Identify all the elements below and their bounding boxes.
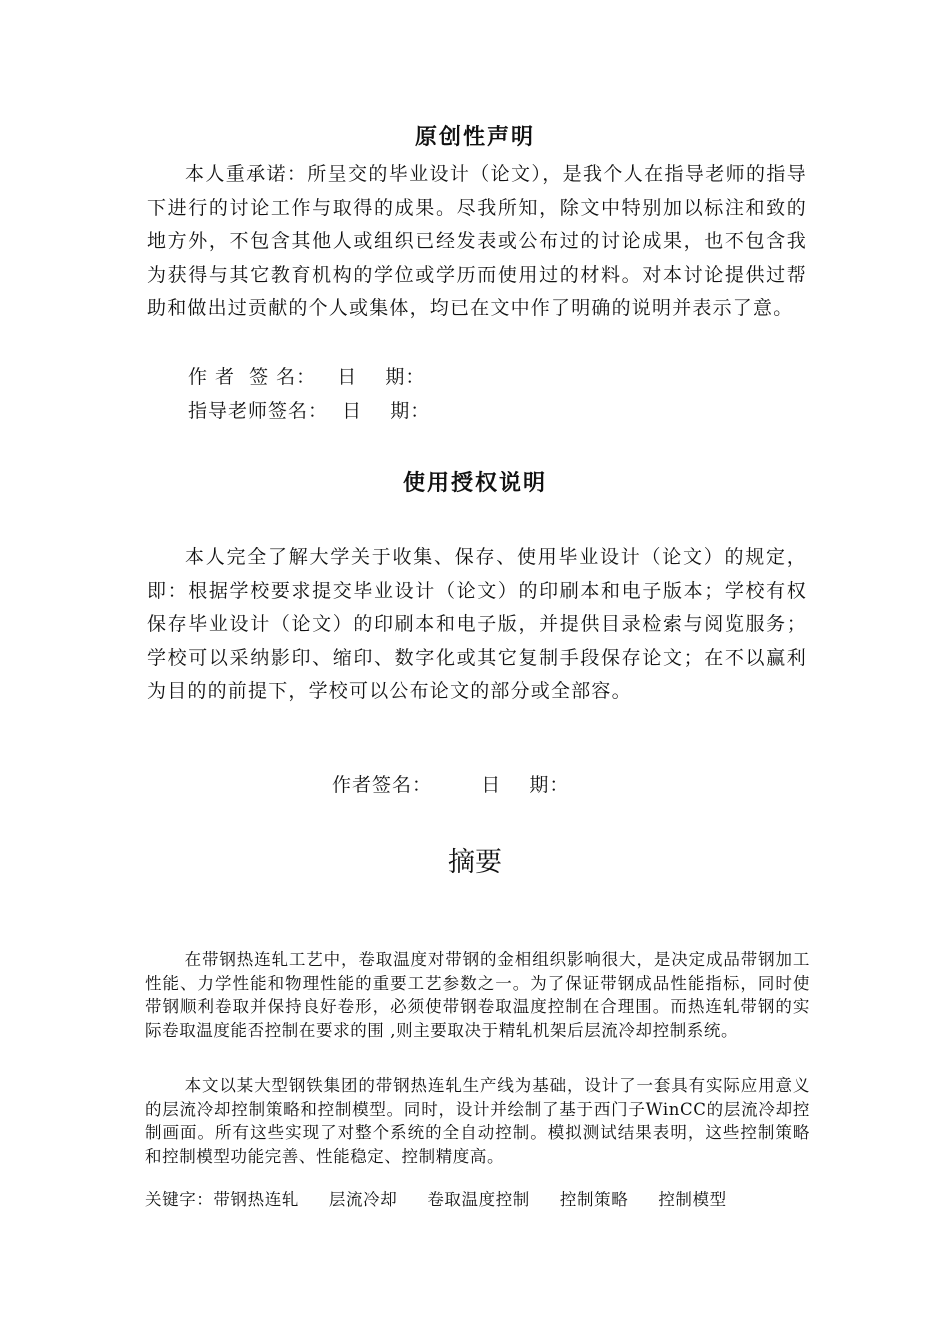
abstract-paragraph-2: 本文以某大型钢铁集团的带钢热连轧生产线为基础，设计了一套具有实际应用意义的层流冷却控制策略和控制模型。同时，设计并绘制了基于西门子WinCC的层流冷却控制画面。所有这些实现了对整个系统的全自动控制。模拟测试结果表明，这些控制策略和控制模型功能完善、性能稳定、控制精度高。 [145, 1076, 810, 1166]
abstract-title: 摘要 [448, 847, 502, 878]
keyword: 控制模型 [658, 1190, 727, 1209]
originality-title: 原创性声明 [414, 124, 535, 150]
keyword: 层流冷却 [328, 1190, 398, 1209]
authorization-signature-line: 作者签名： 日 期： [332, 774, 570, 796]
authorization-title: 使用授权说明 [402, 470, 547, 496]
authorization-body: 本人完全了解大学关于收集、保存、使用毕业设计（论文）的规定，即：根据学校要求提交毕业设计（论文）的印刷本和电子版本；学校有权保存毕业设计（论文）的印刷本和电子版，并提供目录检索与阅览服务；学校可以采纳影印、缩印、数字化或其它复制手段保存论文；在不以赢利为目的的前提下，学校可以公布论文的部分或全部容。 [147, 546, 807, 702]
advisor-signature-line: 指导老师签名： 日 期： [188, 400, 431, 422]
keyword: 控制策略 [559, 1190, 629, 1209]
author-signature-line: 作 者 签 名： 日 期： [188, 366, 426, 388]
originality-body: 本人重承诺：所呈交的毕业设计（论文），是我个人在指导老师的指导下进行的讨论工作与取得的成果。尽我所知，除文中特别加以标注和致的地方外，不包含其他人或组织已经发表或公布过的讨论成果，也不包含我为获得与其它教育机构的学位或学历而使用过的材料。对本讨论提供过帮助和做出过贡献的个人或集体，均已在文中作了明确的说明并表示了意。 [147, 163, 807, 319]
keyword: 卷取温度控制 [427, 1190, 530, 1209]
keyword: 带钢热连轧 [213, 1190, 299, 1209]
abstract-paragraph-1: 在带钢热连轧工艺中，卷取温度对带钢的金相组织影响很大，是决定成品带钢加工性能、力学性能和物理性能的重要工艺参数之一。为了保证带钢成品性能指标，同时使带钢顺利卷取并保持良好卷形，必须使带钢卷取温度控制在合理围。而热连轧带钢的实际卷取温度能否控制在要求的围 ,则主要取决于精轧机架后层流冷却控制系统。 [145, 950, 810, 1040]
keywords-line [145, 1186, 757, 1210]
keywords-label: 关键字： [145, 1190, 214, 1209]
